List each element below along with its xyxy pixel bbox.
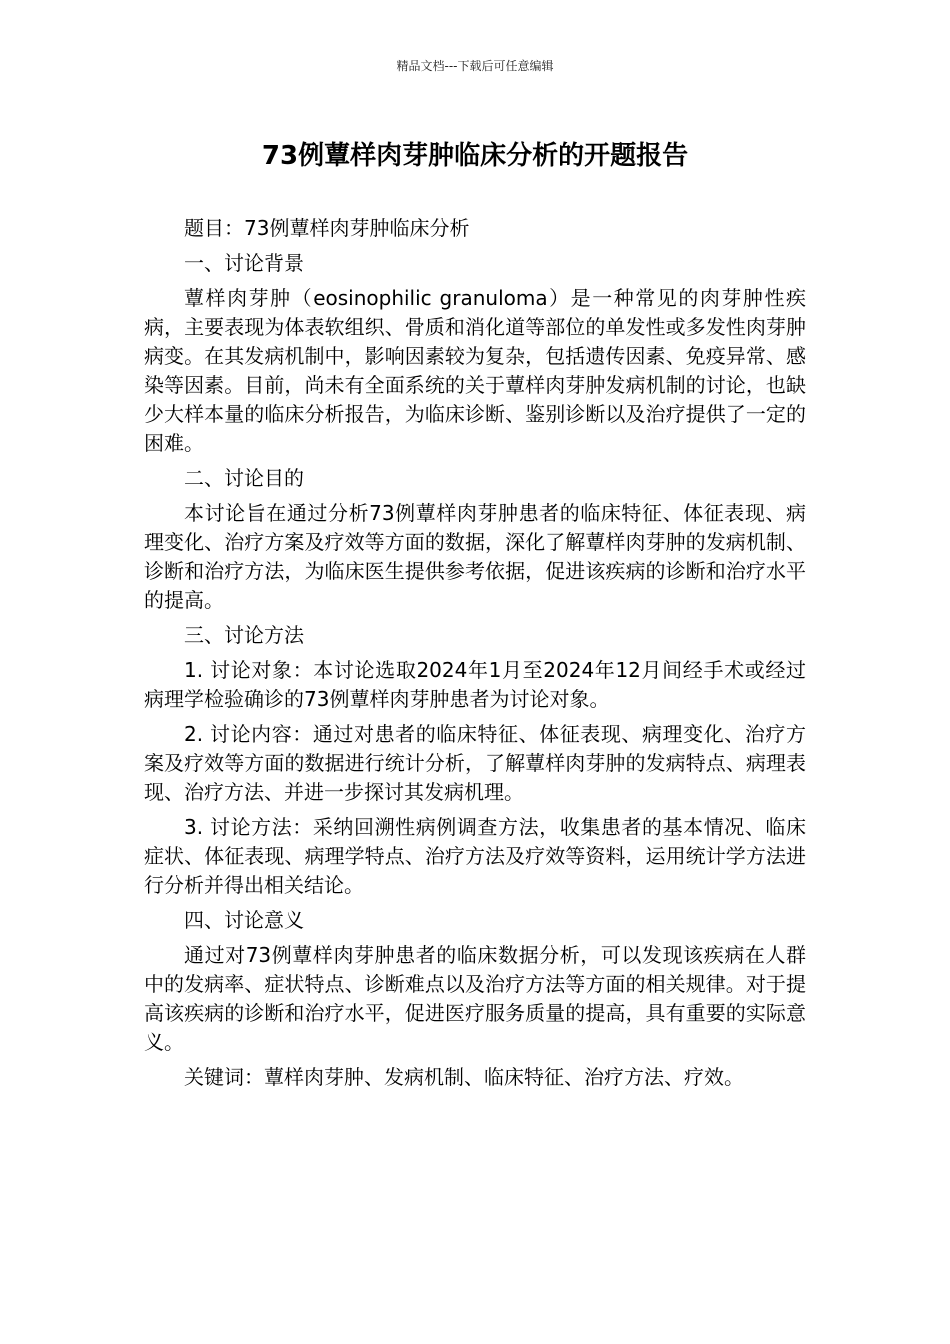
significance-paragraph: 通过对73例蕈样肉芽肿患者的临床数据分析，可以发现该疾病在人群中的发病率、症状特点、诊断难点以及治疗方法等方面的相关规律。对于提高该疾病的诊断和治疗水平，促进医疗服务质量的提高，具有重要的实际意义。 [144, 943, 806, 1054]
method-item-content: 2. 讨论内容：通过对患者的临床特征、体征表现、病理变化、治疗方案及疗效等方面的数据进行统计分析，了解蕈样肉芽肿的发病特点、病理表现、治疗方法、并进一步探讨其发病机理。 [144, 722, 806, 804]
section-heading-background: 一、讨论背景 [184, 251, 304, 275]
document-body [144, 214, 806, 1098]
page-header-note: 精品文档---下载后可任意编辑 [396, 59, 554, 73]
section-heading-significance: 四、讨论意义 [184, 908, 304, 932]
background-paragraph: 蕈样肉芽肿（eosinophilic granuloma）是一种常见的肉芽肿性疾病，主要表现为体表软组织、骨质和消化道等部位的单发性或多发性肉芽肿病变。在其发病机制中，影响因素较为复杂，包括遗传因素、免疫异常、感染等因素。目前，尚未有全面系统的关于蕈样肉芽肿发病机制的讨论，也缺少大样本量的临床分析报告，为临床诊断、鉴别诊断以及治疗提供了一定的困难。 [144, 286, 806, 455]
purpose-paragraph: 本讨论旨在通过分析73例蕈样肉芽肿患者的临床特征、体征表现、病理变化、治疗方案及疗效等方面的数据，深化了解蕈样肉芽肿的发病机制、诊断和治疗方法，为临床医生提供参考依据，促进该疾病的诊断和治疗水平的提高。 [144, 501, 806, 612]
section-heading-method: 三、讨论方法 [184, 623, 304, 647]
topic-line: 题目：73例蕈样肉芽肿临床分析 [184, 216, 470, 240]
method-item-approach: 3. 讨论方法：采纳回溯性病例调查方法，收集患者的基本情况、临床症状、体征表现、病理学特点、治疗方法及疗效等资料，运用统计学方法进行分析并得出相关结论。 [144, 815, 806, 897]
document-title: 73例蕈样肉芽肿临床分析的开题报告 [261, 141, 689, 171]
section-heading-purpose: 二、讨论目的 [184, 466, 304, 490]
keywords-line: 关键词：蕈样肉芽肿、发病机制、临床特征、治疗方法、疗效。 [184, 1065, 744, 1089]
method-item-subjects: 1. 讨论对象：本讨论选取2024年1月至2024年12月间经手术或经过病理学检验确诊的73例蕈样肉芽肿患者为讨论对象。 [144, 658, 806, 711]
